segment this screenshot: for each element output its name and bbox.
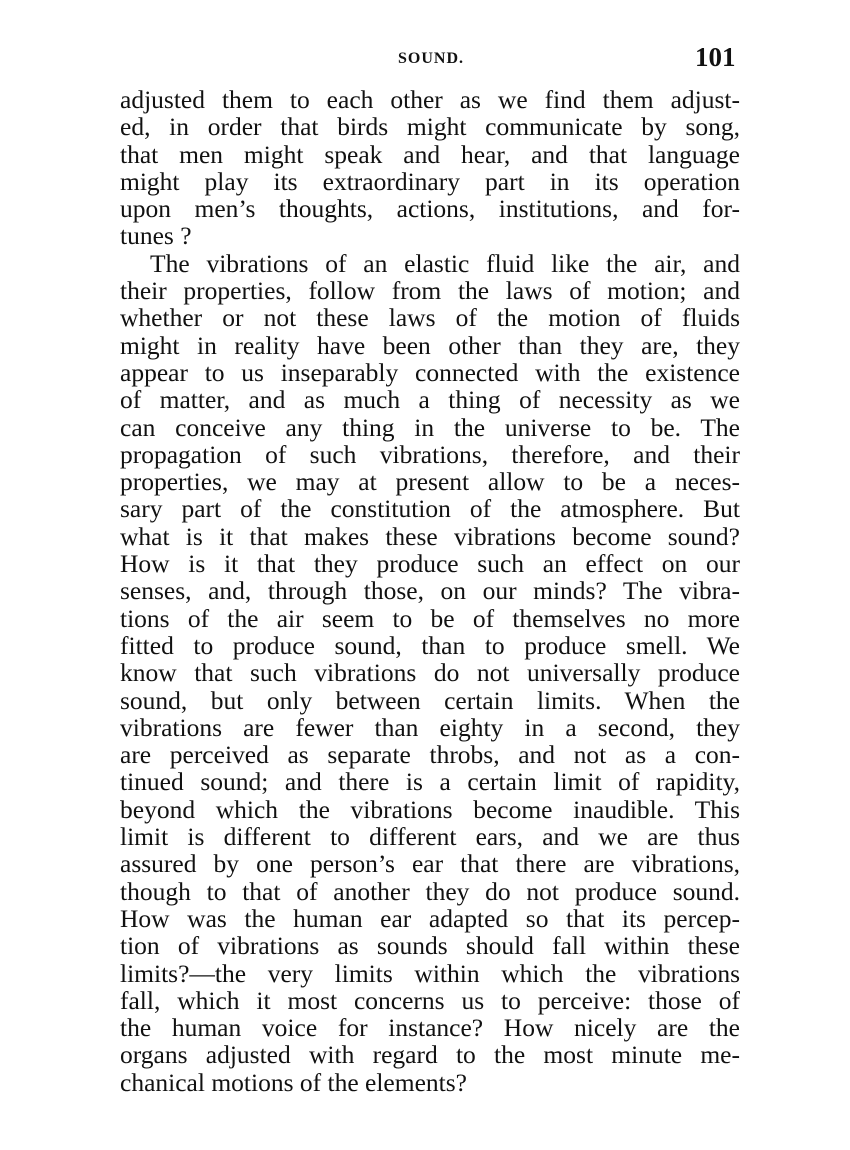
text-line: The vibrations of an elastic fluid like the air, and — [150, 248, 740, 278]
running-head-title: SOUND. — [398, 50, 465, 67]
text-line: senses, and, through those, on our minds? The vibra- — [120, 576, 740, 606]
text-line: tions of the air seem to be of themselves no more — [120, 603, 740, 633]
text-line: tunes ? — [120, 221, 192, 251]
text-line: of matter, and as much a thing of necessity as we — [120, 385, 740, 415]
running-head — [0, 42, 850, 82]
text-line: whether or not these laws of the motion of fluids — [120, 303, 740, 333]
text-line: that men might speak and hear, and that language — [120, 139, 740, 169]
text-line: fitted to produce sound, than to produce smell. We — [120, 630, 740, 660]
text-line: the human voice for instance? How nicely are the — [120, 1013, 740, 1043]
text-line: propagation of such vibrations, therefore, and their — [120, 439, 740, 469]
text-line: beyond which the vibrations become inaudible. This — [120, 794, 740, 824]
text-line: tinued sound; and there is a certain limit of rapidity, — [120, 767, 740, 797]
text-line: can conceive any thing in the universe to be. The — [120, 412, 740, 442]
text-line: chanical motions of the elements? — [120, 1067, 467, 1097]
text-line: might play its extraordinary part in its operation — [120, 166, 740, 196]
text-line: vibrations are fewer than eighty in a second, they — [120, 712, 740, 742]
text-line: adjusted them to each other as we find them adjust- — [120, 85, 740, 114]
text-line: organs adjusted with regard to the most minute me- — [120, 1040, 740, 1070]
text-line: sound, but only between certain limits. When the — [120, 685, 740, 715]
text-line: though to that of another they do not produce sound. — [120, 876, 740, 906]
text-line: upon men’s thoughts, actions, institutions, and for- — [120, 194, 740, 224]
text-line: properties, we may at present allow to be a neces- — [120, 467, 740, 497]
text-line: fall, which it most concerns us to perceive: those of — [120, 985, 740, 1015]
text-line: sary part of the constitution of the atmosphere. But — [120, 494, 740, 524]
text-line: How was the human ear adapted so that its percep- — [120, 903, 740, 933]
text-line: might in reality have been other than they are, they — [120, 330, 740, 360]
page-number: 101 — [695, 42, 736, 72]
text-line: appear to us inseparably connected with the existence — [120, 357, 740, 387]
text-line: what is it that makes these vibrations become sound? — [120, 521, 740, 551]
text-line: limits?—the very limits within which the vibrations — [120, 958, 740, 988]
text-line: ed, in order that birds might communicate by song, — [120, 112, 740, 142]
text-line: assured by one person’s ear that there are vibrations, — [120, 849, 740, 879]
text-line: How is it that they produce such an effect on our — [120, 549, 740, 579]
text-line: are perceived as separate throbs, and not as a con- — [120, 740, 740, 770]
text-line: tion of vibrations as sounds should fall within these — [120, 931, 740, 961]
text-line: limit is different to different ears, and we are thus — [120, 822, 740, 852]
text-line: know that such vibrations do not universally produce — [120, 658, 740, 688]
text-line: their properties, follow from the laws of motion; and — [120, 276, 740, 306]
body-text — [120, 86, 740, 1096]
